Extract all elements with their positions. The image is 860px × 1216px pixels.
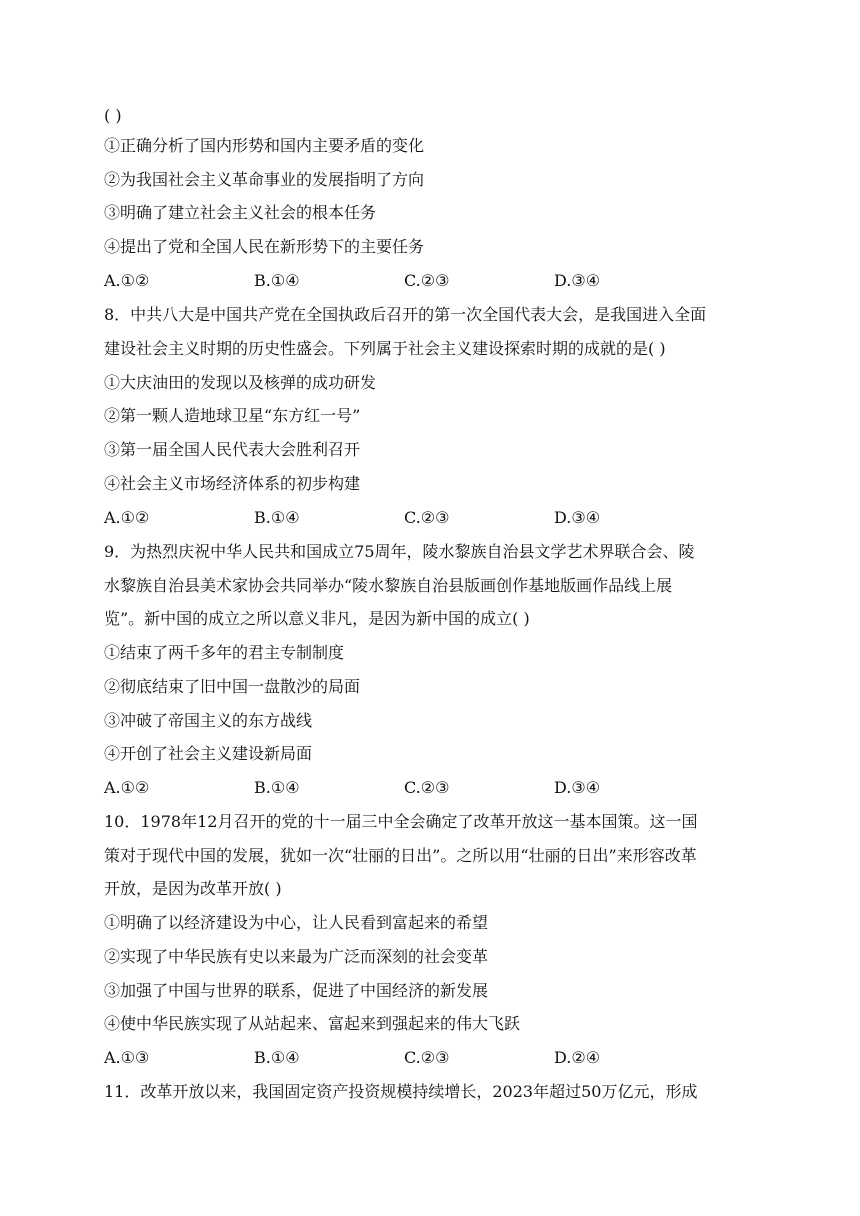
question-8-stem-line-1: 8．中共八大是中国共产党在全国执政后召开的第一次全国代表大会，是我国进入全面 <box>104 305 707 324</box>
q10-statement-1: ①明确了以经济建设为中心，让人民看到富起来的希望 <box>104 913 489 932</box>
q8-option-b[interactable]: B.①④ <box>254 508 300 527</box>
q10-option-b[interactable]: B.①④ <box>254 1048 300 1067</box>
q7-options <box>104 270 754 292</box>
q8-statement-3: ③第一届全国人民代表大会胜利召开 <box>104 440 361 459</box>
q10-statement-4: ④使中华民族实现了从站起来、富起来到强起来的伟大飞跃 <box>104 1014 521 1033</box>
q8-statement-1: ①大庆油田的发现以及核弹的成功研发 <box>104 373 377 392</box>
q9-statement-4: ④开创了社会主义建设新局面 <box>104 744 313 763</box>
q8-option-c[interactable]: C.②③ <box>404 508 450 527</box>
q8-statement-2: ②第一颗人造地球卫星“东方红一号” <box>104 406 361 425</box>
q10-statement-2: ②实现了中华民族有史以来最为广泛而深刻的社会变革 <box>104 947 489 966</box>
q10-option-a[interactable]: A.①③ <box>104 1048 150 1067</box>
q8-option-d[interactable]: D.③④ <box>554 508 601 527</box>
q7-option-c[interactable]: C.②③ <box>404 271 450 290</box>
question-10-stem-line-3: 开放，是因为改革开放( ) <box>104 879 282 898</box>
q9-options <box>104 777 754 799</box>
q9-option-d[interactable]: D.③④ <box>554 778 601 797</box>
q9-option-b[interactable]: B.①④ <box>254 778 300 797</box>
q8-statement-4: ④社会主义市场经济体系的初步构建 <box>104 474 361 493</box>
question-9-stem-line-1: 9．为热烈庆祝中华人民共和国成立75周年，陵水黎族自治县文学艺术界联合会、陵 <box>104 542 695 561</box>
q7-option-a[interactable]: A.①② <box>104 271 150 290</box>
q9-option-a[interactable]: A.①② <box>104 778 150 797</box>
question-11-stem-line-1: 11．改革开放以来，我国固定资产投资规模持续增长，2023年超过50万亿元，形成 <box>104 1082 698 1101</box>
question-8-stem-line-2: 建设社会主义时期的历史性盛会。下列属于社会主义建设探索时期的成就的是( ) <box>104 339 666 358</box>
q10-statement-3: ③加强了中国与世界的联系，促进了中国经济的新发展 <box>104 981 489 1000</box>
q7-statement-3: ③明确了建立社会主义社会的根本任务 <box>104 203 377 222</box>
q8-option-a[interactable]: A.①② <box>104 508 150 527</box>
q8-options <box>104 507 754 529</box>
q7-statement-1: ①正确分析了国内形势和国内主要矛盾的变化 <box>104 136 425 155</box>
question-10-stem-line-2: 策对于现代中国的发展，犹如一次“壮丽的日出”。之所以用“壮丽的日出”来形容改革 <box>104 846 697 865</box>
q10-option-c[interactable]: C.②③ <box>404 1048 450 1067</box>
q9-statement-2: ②彻底结束了旧中国一盘散沙的局面 <box>104 677 361 696</box>
question-10-stem-line-1: 10．1978年12月召开的党的十一届三中全会确定了改革开放这一基本国策。这一国 <box>104 812 698 831</box>
q7-option-b[interactable]: B.①④ <box>254 271 300 290</box>
q10-option-d[interactable]: D.②④ <box>554 1048 601 1067</box>
q9-statement-1: ①结束了两千多年的君主专制制度 <box>104 643 345 662</box>
q7-statement-4: ④提出了党和全国人民在新形势下的主要任务 <box>104 237 425 256</box>
q9-statement-3: ③冲破了帝国主义的东方战线 <box>104 711 313 730</box>
q7-statement-2: ②为我国社会主义革命事业的发展指明了方向 <box>104 170 425 189</box>
question-9-stem-line-2: 水黎族自治县美术家协会共同举办“陵水黎族自治县版画创作基地版画作品线上展 <box>104 576 673 595</box>
question-9-stem-line-3: 览”。新中国的成立之所以意义非凡，是因为新中国的成立( ) <box>104 609 530 628</box>
q7-option-d[interactable]: D.③④ <box>554 271 601 290</box>
q10-options <box>104 1047 754 1069</box>
q9-option-c[interactable]: C.②③ <box>404 778 450 797</box>
question-7-answer-bracket: ( ) <box>104 106 122 125</box>
